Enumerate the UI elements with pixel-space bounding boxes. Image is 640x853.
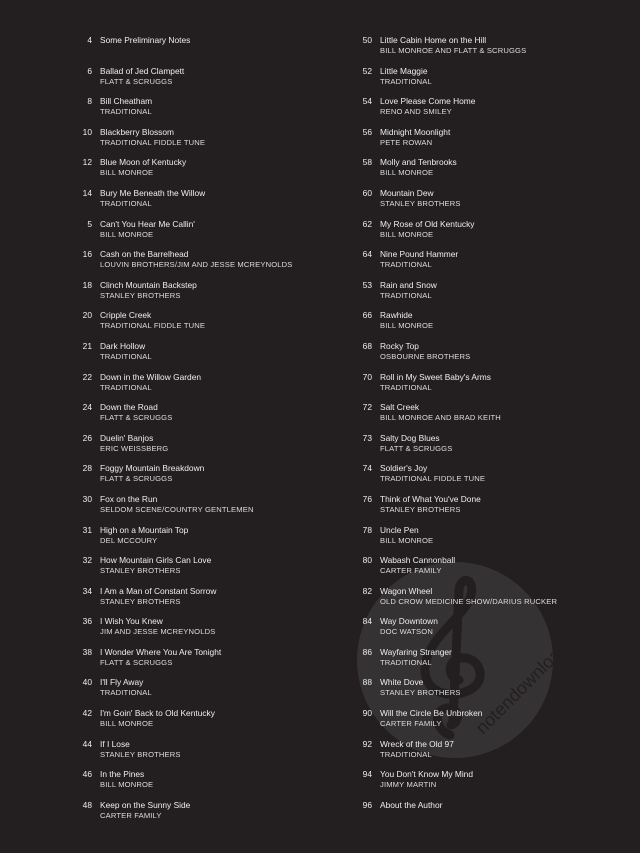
song-artist: BILL MONROE — [380, 535, 434, 545]
song-artist: TRADITIONAL FIDDLE TUNE — [380, 474, 486, 484]
toc-entry[interactable] — [70, 372, 340, 403]
song-title: Cash on the Barrelhead — [100, 249, 189, 260]
song-title: Down the Road — [100, 402, 158, 413]
song-title: White Dove — [380, 677, 424, 688]
song-artist: TRADITIONAL — [100, 198, 152, 208]
toc-entry[interactable] — [350, 310, 635, 341]
song-artist: BILL MONROE — [380, 321, 434, 331]
song-title: Midnight Moonlight — [380, 126, 451, 137]
page-number: 66 — [362, 310, 372, 321]
song-title: My Rose of Old Kentucky — [380, 218, 475, 229]
song-title: Way Downtown — [380, 616, 438, 627]
page-number: 58 — [362, 157, 372, 168]
song-artist: BILL MONROE AND FLATT & SCRUGGS — [380, 46, 527, 55]
toc-entry[interactable] — [70, 66, 340, 97]
song-artist: FLATT & SCRUGGS — [380, 443, 453, 453]
song-title: I'll Fly Away — [100, 677, 144, 688]
toc-entry[interactable] — [70, 555, 340, 586]
toc-entry[interactable] — [350, 769, 635, 800]
song-title: Wagon Wheel — [380, 585, 433, 596]
page-number: 42 — [82, 708, 92, 719]
page-number: 54 — [362, 96, 372, 107]
song-title: Will the Circle Be Unbroken — [380, 708, 483, 719]
page-number: 16 — [82, 249, 92, 260]
page-number: 32 — [82, 555, 92, 566]
toc-entry[interactable] — [70, 157, 340, 188]
song-artist: TRADITIONAL — [100, 688, 152, 698]
song-title: Uncle Pen — [380, 524, 419, 535]
toc-entry[interactable] — [70, 280, 340, 311]
toc-entry[interactable] — [350, 280, 635, 311]
toc-entry[interactable] — [70, 800, 340, 831]
song-artist: FLATT & SCRUGGS — [100, 413, 173, 423]
song-artist: CARTER FAMILY — [380, 566, 442, 576]
toc-entry[interactable] — [350, 739, 635, 770]
song-title: Dark Hollow — [100, 340, 146, 351]
page-number: 26 — [82, 432, 92, 443]
song-artist: TRADITIONAL — [380, 290, 432, 300]
toc-entry[interactable] — [350, 35, 635, 66]
song-title: About the Author — [380, 799, 443, 810]
page-number: 24 — [82, 402, 92, 413]
page-number: 52 — [362, 65, 372, 76]
song-title: Soldier's Joy — [380, 463, 428, 474]
page-number: 44 — [82, 738, 92, 749]
toc-entry[interactable] — [70, 586, 340, 617]
song-artist: STANLEY BROTHERS — [380, 198, 461, 208]
toc-entry[interactable] — [350, 402, 635, 433]
song-title: Clinch Mountain Backstep — [100, 279, 197, 290]
page-number: 64 — [362, 249, 372, 260]
toc-entry[interactable] — [350, 96, 635, 127]
song-artist: STANLEY BROTHERS — [100, 566, 181, 576]
song-artist: ERIC WEISSBERG — [100, 443, 169, 453]
toc-right-column — [350, 35, 635, 830]
toc-entry[interactable] — [70, 525, 340, 556]
toc-entry[interactable] — [70, 708, 340, 739]
page-number: 5 — [87, 218, 92, 229]
page-number: 68 — [362, 340, 372, 351]
toc-entry[interactable] — [350, 647, 635, 678]
song-artist: FLATT & SCRUGGS — [100, 657, 173, 667]
toc-entry[interactable] — [350, 800, 635, 831]
page-number: 48 — [82, 799, 92, 810]
toc-entry[interactable] — [70, 96, 340, 127]
song-artist: CARTER FAMILY — [380, 719, 442, 729]
song-title: Wayfaring Stranger — [380, 646, 452, 657]
song-title: Rocky Top — [380, 340, 419, 351]
toc-entry[interactable] — [70, 739, 340, 770]
page-number: 86 — [362, 646, 372, 657]
page-number: 6 — [87, 65, 92, 76]
song-artist: TRADITIONAL — [100, 382, 152, 392]
toc-left-column — [70, 35, 340, 830]
page-number: 73 — [362, 432, 372, 443]
page-number: 84 — [362, 616, 372, 627]
toc-entry[interactable] — [70, 402, 340, 433]
page-number: 40 — [82, 677, 92, 688]
song-title: Nine Pound Hammer — [380, 249, 459, 260]
song-artist: STANLEY BROTHERS — [380, 504, 461, 514]
toc-entry[interactable] — [70, 677, 340, 708]
song-title: Foggy Mountain Breakdown — [100, 463, 205, 474]
song-title: Love Please Come Home — [380, 96, 476, 107]
song-artist: FLATT & SCRUGGS — [100, 76, 173, 86]
song-title: Roll in My Sweet Baby's Arms — [380, 371, 491, 382]
song-title: Wabash Cannonball — [380, 555, 456, 566]
song-artist: DOC WATSON — [380, 627, 433, 637]
toc-entry[interactable] — [350, 525, 635, 556]
song-title: I Wonder Where You Are Tonight — [100, 646, 222, 657]
song-artist: BILL MONROE — [100, 719, 154, 729]
song-artist: BILL MONROE — [100, 229, 154, 239]
page-number: 94 — [362, 769, 372, 780]
page-number: 28 — [82, 463, 92, 474]
song-title: Rawhide — [380, 310, 413, 321]
toc-entry[interactable] — [350, 586, 635, 617]
page-number: 78 — [362, 524, 372, 535]
page-number: 90 — [362, 708, 372, 719]
song-title: Can't You Hear Me Callin' — [100, 218, 195, 229]
song-title: Some Preliminary Notes — [100, 35, 191, 45]
song-artist: LOUVIN BROTHERS/JIM AND JESSE MCREYNOLDS — [100, 260, 293, 270]
page-number: 8 — [87, 96, 92, 107]
song-title: Little Maggie — [380, 65, 428, 76]
page-number: 92 — [362, 738, 372, 749]
song-artist: DEL MCCOURY — [100, 535, 158, 545]
page-number: 31 — [82, 524, 92, 535]
song-title: Think of What You've Done — [380, 493, 481, 504]
page-number: 14 — [82, 187, 92, 198]
page-number: 88 — [362, 677, 372, 688]
toc-entry[interactable] — [350, 616, 635, 647]
song-title: Molly and Tenbrooks — [380, 157, 457, 168]
song-title: How Mountain Girls Can Love — [100, 555, 212, 566]
page-number: 10 — [82, 126, 92, 137]
toc-entry[interactable] — [70, 127, 340, 158]
song-artist: BILL MONROE — [100, 168, 154, 178]
song-title: Little Cabin Home on the Hill — [380, 35, 487, 45]
toc-entry[interactable] — [70, 341, 340, 372]
watermark-text: notendownload.de — [471, 619, 590, 738]
song-title: Duelin' Banjos — [100, 432, 154, 443]
page-number: 46 — [82, 769, 92, 780]
song-artist: TRADITIONAL FIDDLE TUNE — [100, 321, 206, 331]
song-artist: OSBOURNE BROTHERS — [380, 351, 471, 361]
song-artist: JIM AND JESSE MCREYNOLDS — [100, 627, 216, 637]
toc-entry[interactable] — [350, 372, 635, 403]
song-artist: STANLEY BROTHERS — [100, 596, 181, 606]
song-artist: RENO AND SMILEY — [380, 107, 452, 117]
page-number: 12 — [82, 157, 92, 168]
song-artist: SELDOM SCENE/COUNTRY GENTLEMEN — [100, 504, 254, 514]
song-artist: BILL MONROE AND BRAD KEITH — [380, 413, 501, 423]
page-number: 34 — [82, 585, 92, 596]
song-title: High on a Mountain Top — [100, 524, 189, 535]
page-number: 18 — [82, 279, 92, 290]
song-title: I Am a Man of Constant Sorrow — [100, 585, 217, 596]
page-number: 20 — [82, 310, 92, 321]
page-number: 50 — [362, 35, 372, 45]
toc-entry[interactable] — [350, 433, 635, 464]
toc-entry[interactable] — [70, 188, 340, 219]
song-artist: TRADITIONAL FIDDLE TUNE — [100, 137, 206, 147]
page-number: 38 — [82, 646, 92, 657]
toc-entry[interactable] — [70, 616, 340, 647]
page-number: 76 — [362, 493, 372, 504]
song-artist: BILL MONROE — [100, 780, 154, 790]
toc-entry[interactable] — [70, 219, 340, 250]
song-artist: TRADITIONAL — [380, 260, 432, 270]
song-artist: FLATT & SCRUGGS — [100, 474, 173, 484]
page-number: 62 — [362, 218, 372, 229]
toc-entry[interactable] — [70, 647, 340, 678]
page-number: 53 — [362, 279, 372, 290]
song-title: Blackberry Blossom — [100, 126, 175, 137]
song-title: You Don't Know My Mind — [380, 769, 473, 780]
toc-entry[interactable] — [70, 35, 340, 66]
page-number: 22 — [82, 371, 92, 382]
toc-entry[interactable] — [350, 157, 635, 188]
song-artist: OLD CROW MEDICINE SHOW/DARIUS RUCKER — [380, 596, 558, 606]
page-number: 36 — [82, 616, 92, 627]
toc-entry[interactable] — [70, 463, 340, 494]
song-artist: STANLEY BROTHERS — [100, 290, 181, 300]
song-title: Fox on the Run — [100, 493, 158, 504]
toc-entry[interactable] — [350, 341, 635, 372]
song-artist: TRADITIONAL — [380, 382, 432, 392]
song-title: Ballad of Jed Clampett — [100, 65, 185, 76]
page-number: 56 — [362, 126, 372, 137]
song-title: I Wish You Knew — [100, 616, 163, 627]
song-title: Salt Creek — [380, 402, 420, 413]
toc-entry[interactable] — [350, 127, 635, 158]
toc-entry[interactable] — [70, 494, 340, 525]
song-artist: TRADITIONAL — [380, 76, 432, 86]
page-number: 72 — [362, 402, 372, 413]
song-title: In the Pines — [100, 769, 145, 780]
toc-entry[interactable] — [350, 249, 635, 280]
song-artist: BILL MONROE — [380, 168, 434, 178]
song-artist: TRADITIONAL — [380, 657, 432, 667]
song-artist: STANLEY BROTHERS — [100, 749, 181, 759]
song-title: Mountain Dew — [380, 187, 434, 198]
song-artist: STANLEY BROTHERS — [380, 688, 461, 698]
song-artist: CARTER FAMILY — [100, 810, 162, 820]
song-artist: TRADITIONAL — [100, 107, 152, 117]
toc-entry[interactable] — [350, 708, 635, 739]
toc-entry[interactable] — [70, 433, 340, 464]
toc-entry[interactable] — [350, 188, 635, 219]
toc-entry[interactable] — [350, 494, 635, 525]
song-artist: PETE ROWAN — [380, 137, 433, 147]
toc-entry[interactable] — [350, 66, 635, 97]
page-number: 21 — [82, 340, 92, 351]
page-number: 4 — [87, 35, 92, 45]
page-number: 60 — [362, 187, 372, 198]
song-title: Cripple Creek — [100, 310, 152, 321]
page-number: 82 — [362, 585, 372, 596]
toc-entry[interactable] — [350, 463, 635, 494]
page-number: 30 — [82, 493, 92, 504]
toc-entry[interactable] — [350, 555, 635, 586]
song-artist: TRADITIONAL — [380, 749, 432, 759]
song-title: Keep on the Sunny Side — [100, 799, 191, 810]
song-title: Blue Moon of Kentucky — [100, 157, 187, 168]
song-title: Rain and Snow — [380, 279, 437, 290]
song-title: I'm Goin' Back to Old Kentucky — [100, 708, 215, 719]
song-artist: JIMMY MARTIN — [380, 780, 437, 790]
page-number: 70 — [362, 371, 372, 382]
page-number: 96 — [362, 799, 372, 810]
song-title: Wreck of the Old 97 — [380, 738, 454, 749]
song-title: If I Lose — [100, 738, 130, 749]
toc-entry[interactable] — [350, 219, 635, 250]
toc-entry[interactable] — [70, 310, 340, 341]
page-number: 80 — [362, 555, 372, 566]
song-title: Down in the Willow Garden — [100, 371, 202, 382]
song-artist: TRADITIONAL — [100, 351, 152, 361]
toc-entry[interactable] — [350, 677, 635, 708]
page-number: 74 — [362, 463, 372, 474]
song-artist: BILL MONROE — [380, 229, 434, 239]
song-title: Bury Me Beneath the Willow — [100, 187, 206, 198]
song-title: Salty Dog Blues — [380, 432, 440, 443]
toc-entry[interactable] — [70, 249, 340, 280]
song-title: Bill Cheatham — [100, 96, 153, 107]
toc-entry[interactable] — [70, 769, 340, 800]
